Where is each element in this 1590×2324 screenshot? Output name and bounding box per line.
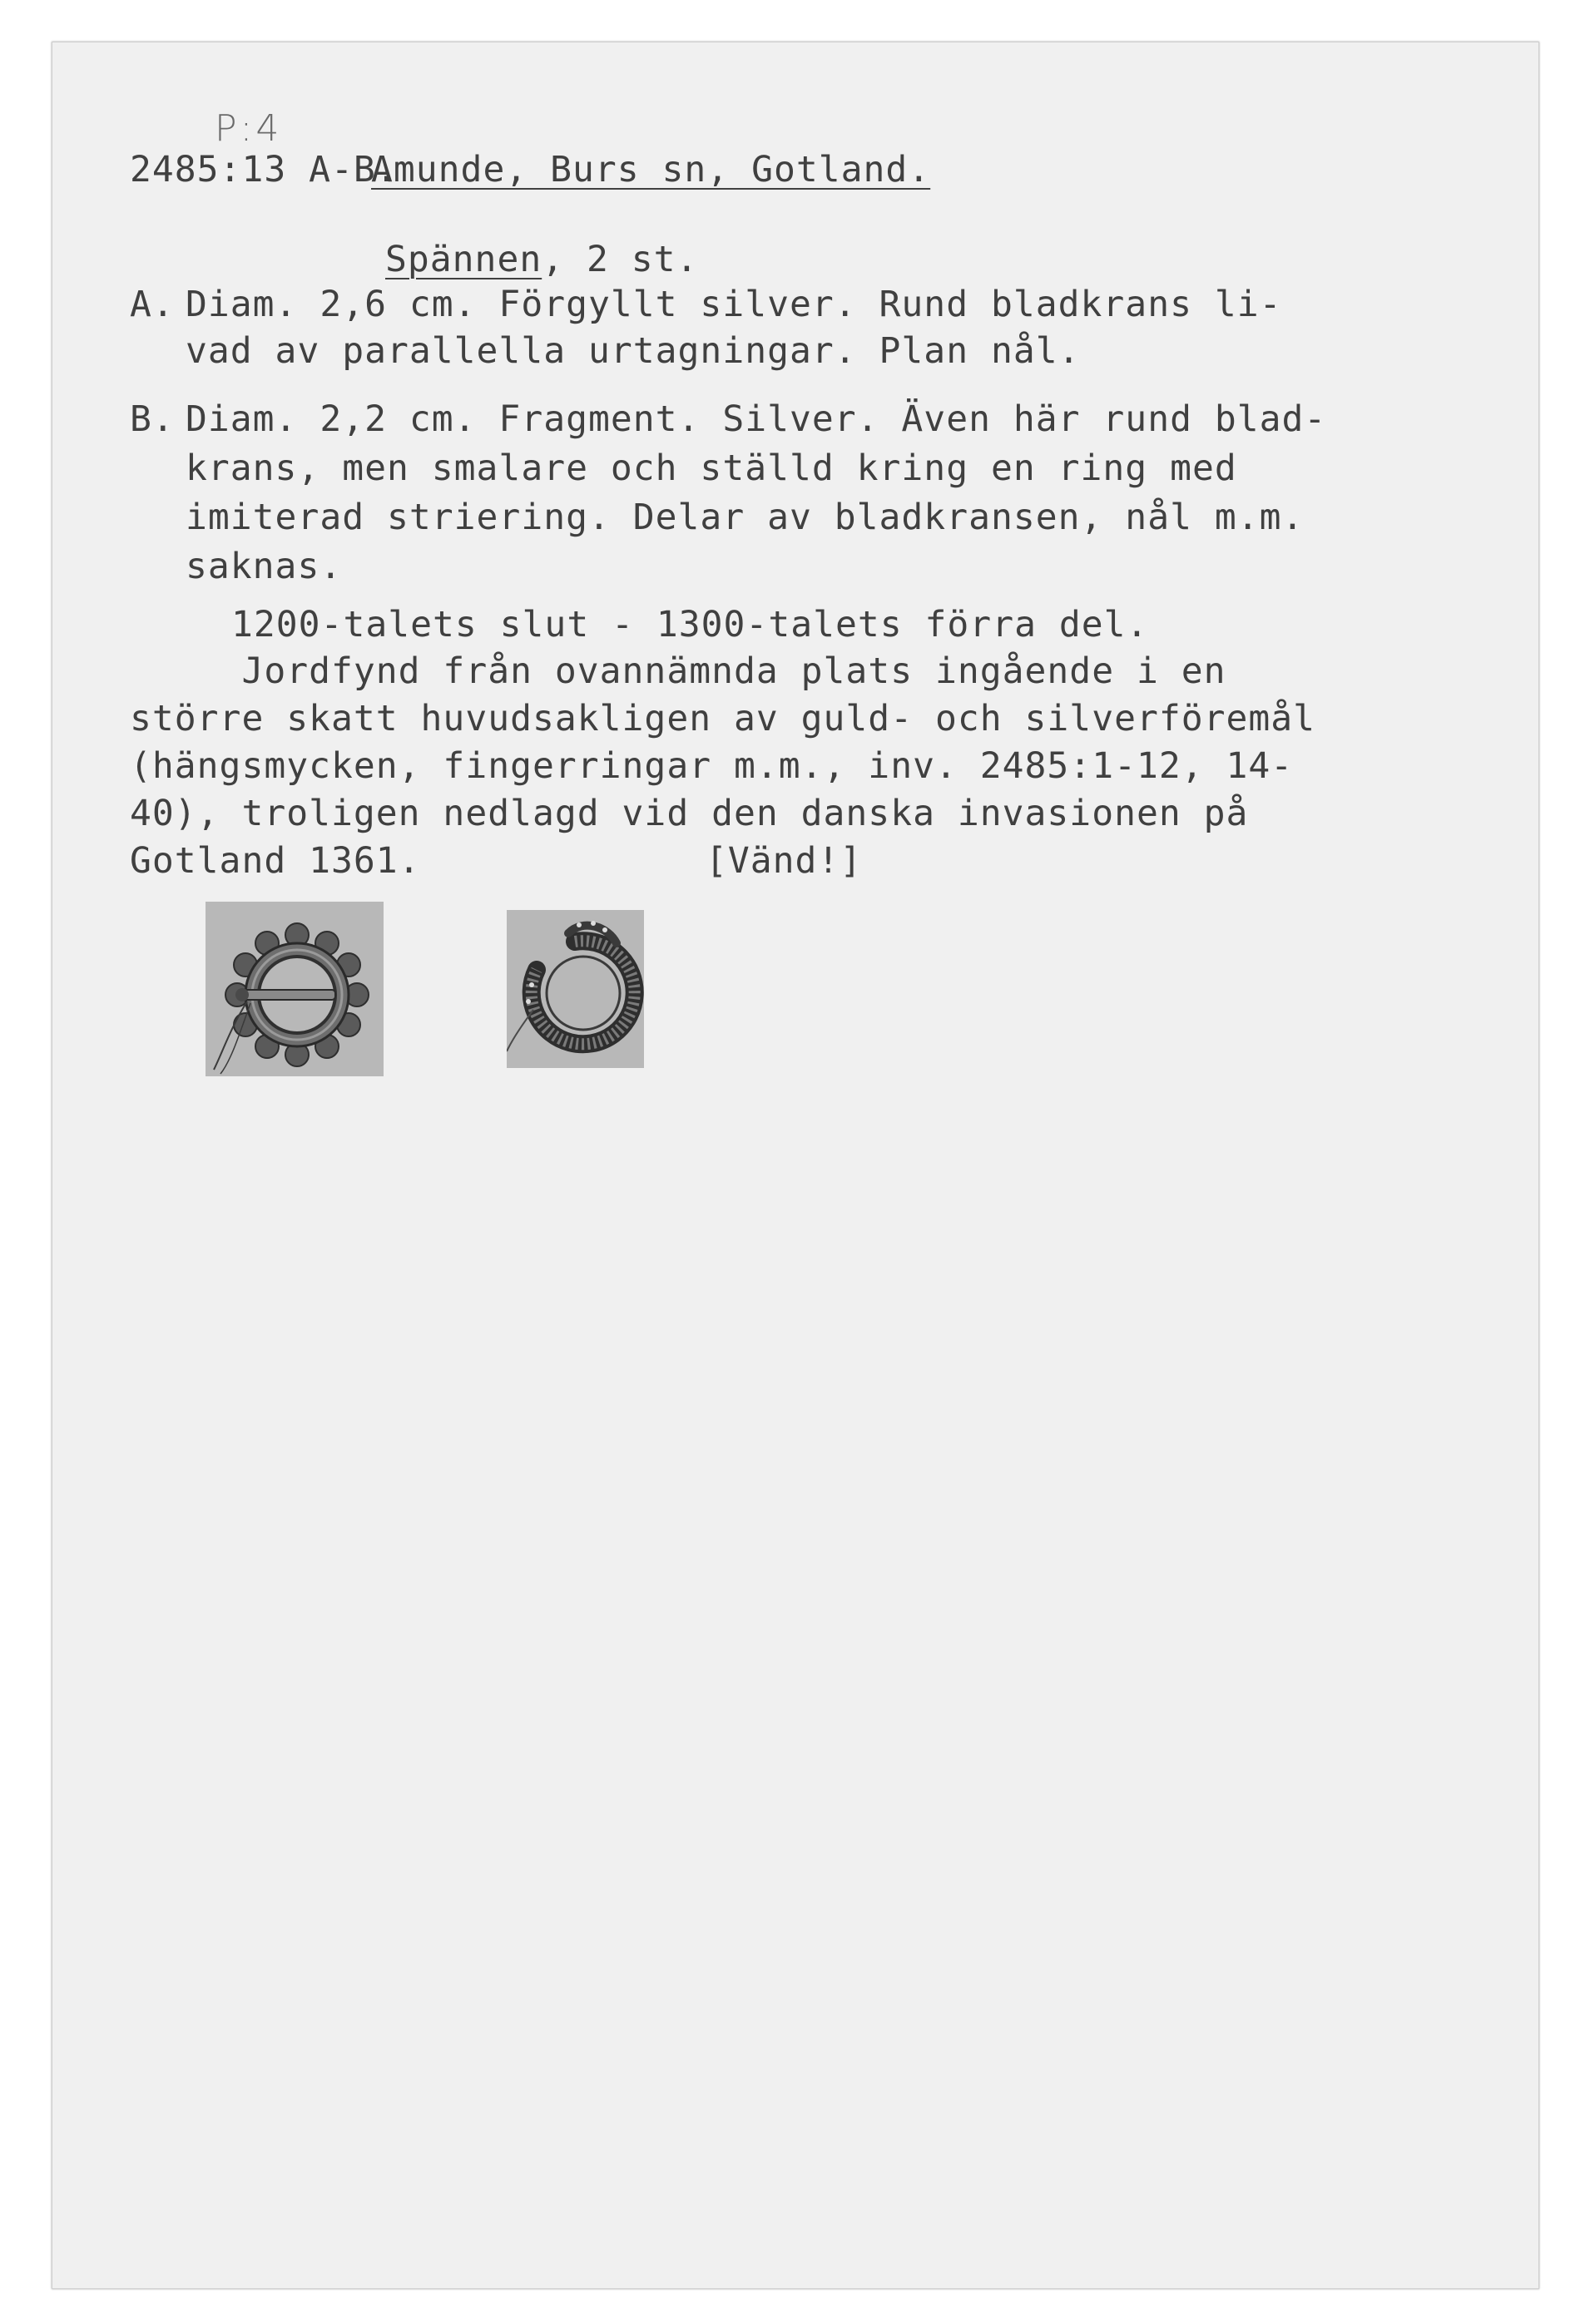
find-text-line-1: Jordfynd från ovannämnda plats ingående i en: [130, 650, 1226, 692]
brooch-b-photo: [507, 910, 644, 1068]
find-text-line-2: större skatt huvudsakligen av guld- och silverföremål: [130, 698, 1316, 739]
item-b-line-1: Diam. 2,2 cm. Fragment. Silver. Även här rund blad-: [186, 398, 1327, 440]
handwritten-mark: P:4: [215, 107, 283, 150]
object-count: , 2 st.: [542, 239, 699, 280]
inventory-number: 2485:13 A-B.: [130, 149, 399, 190]
item-b-line-3: imiterad striering. Delar av bladkransen, nål m.m.: [186, 497, 1305, 538]
turn-note: [Vänd!]: [706, 840, 863, 882]
item-b-label: B.: [130, 398, 175, 440]
brooch-a-image: [206, 902, 384, 1076]
catalogue-card: [52, 42, 1539, 2289]
find-text-line-3: (hängsmycken, fingerringar m.m., inv. 2485:1-12, 14-: [130, 745, 1294, 787]
brooch-a-photo: [206, 902, 384, 1076]
item-a-label: A.: [130, 284, 175, 325]
item-a-line-1: Diam. 2,6 cm. Förgyllt silver. Rund bladkrans li-: [186, 284, 1282, 325]
object-type: Spännen: [385, 239, 542, 280]
item-b-line-2: krans, men smalare och ställd kring en ring med: [186, 447, 1237, 489]
find-text-line-5: Gotland 1361.: [130, 840, 421, 882]
find-location: Amunde, Burs sn, Gotland.: [371, 149, 931, 190]
brooch-b-image: [507, 910, 644, 1068]
object-heading: [385, 239, 698, 280]
item-b-line-4: saknas.: [186, 546, 343, 587]
find-text-line-4: 40), troligen nedlagd vid den danska invasionen på: [130, 793, 1249, 834]
dating: 1200-talets slut - 1300-talets förra del.: [231, 604, 1149, 645]
item-a-line-2: vad av parallella urtagningar. Plan nål.: [186, 330, 1081, 372]
